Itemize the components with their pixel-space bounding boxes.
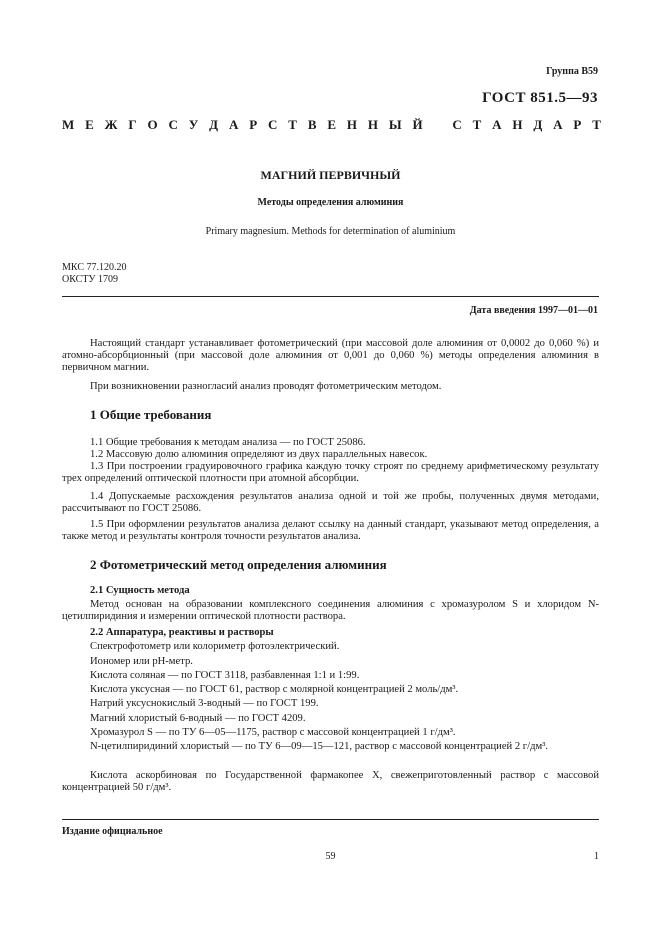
banner-letter: Т [592, 117, 601, 132]
reagent-ascorbic-acid: Кислота аскорбиновая по Государственной фармакопее X, свежеприготовленный раствор с массовой концентрацией 50 г/дм³. [62, 770, 599, 793]
apparatus-line: Спектрофотометр или колориметр фотоэлектрический. [90, 641, 340, 652]
reagent-line: Кислота соляная — по ГОСТ 3118, разбавленная 1:1 и 1:99. [90, 670, 360, 681]
banner-letter: Е [327, 117, 337, 132]
clause-2-1-text: Метод основан на образовании комплексного соединения алюминия с хромазуролом S и хлоридом N-цетилпиридиния и измерении оптической плотности раствора. [62, 599, 599, 622]
mks-code: МКС 77.120.20 [62, 262, 127, 273]
banner-letter: А [228, 117, 239, 132]
apparatus-line: Иономер или pH-метр. [90, 656, 193, 667]
interstate-standard-banner [62, 117, 601, 133]
banner-letter: В [307, 117, 317, 132]
clause-2-1-heading: 2.1 Сущность метода [90, 585, 190, 596]
banner-letter: Г [128, 117, 137, 132]
banner-letter: У [188, 117, 199, 132]
document-title: МАГНИЙ ПЕРВИЧНЫЙ [260, 168, 401, 182]
banner-letter: Н [367, 117, 378, 132]
banner-letter: А [492, 117, 502, 132]
clause-2-2-heading: 2.2 Аппаратура, реактивы и растворы [90, 627, 274, 638]
clause-1-2: 1.2 Массовую долю алюминия определяют из двух параллельных навесок. [90, 449, 428, 460]
banner-letter: Т [472, 117, 482, 132]
banner-letter: С [452, 117, 462, 132]
banner-letter: О [147, 117, 158, 132]
banner-letter: Д [209, 117, 219, 132]
document-subtitle: Методы определения алюминия [257, 197, 404, 208]
banner-letter: С [168, 117, 178, 132]
banner-letter: Ы [388, 117, 402, 132]
clause-1-1: 1.1 Общие требования к методам анализа — по ГОСТ 25086. [90, 437, 366, 448]
gost-number: ГОСТ 851.5—93 [482, 90, 598, 106]
reagent-cetylpyridinium: N-цетилпиридиний хлористый — по ТУ 6—09—15—121, раствор с массовой концентрацией 2 г/дм³. [90, 741, 549, 752]
banner-letter: Е [85, 117, 94, 132]
divider [62, 296, 599, 297]
official-edition-label: Издание официальное [62, 826, 163, 837]
section-1-heading: 1 Общие требования [90, 407, 212, 422]
group-code: Группа В59 [546, 66, 598, 77]
page-number-right: 1 [594, 851, 599, 862]
banner-letter: С [268, 117, 278, 132]
section-2-heading: 2 Фотометрический метод определения алюминия [90, 557, 387, 572]
intro-paragraph-dispute: При возникновении разногласий анализ проводят фотометрическим методом. [90, 381, 442, 392]
page-number-center: 59 [325, 851, 336, 862]
reagent-line: Магний хлористый 6-водный — по ГОСТ 4209. [90, 713, 306, 724]
reagent-line: Хромазурол S — по ТУ 6—05—1175, раствор с массовой концентрацией 1 г/дм³. [90, 727, 456, 738]
banner-letter: Н [346, 117, 358, 132]
introduction-date: Дата введения 1997—01—01 [469, 305, 598, 316]
footer-divider [62, 819, 599, 820]
banner-letter: Р [249, 117, 258, 132]
reagent-line: Кислота уксусная — по ГОСТ 61, раствор с молярной концентрацией 2 моль/дм³. [90, 684, 459, 695]
intro-paragraph: Настоящий стандарт устанавливает фотометрический (при массовой доле алюминия от 0,0002 до 0,060 %) и атомно-абсорбционный (при массовой доле алюминия от 0,001 до 0,060 %) методы определения алюминия в первичном магнии. [62, 338, 599, 373]
clause-1-5: 1.5 При оформлении результатов анализа делают ссылку на данный стандарт, указывают метод определения, а также метод и результаты контроля точности результатов анализа. [62, 519, 599, 542]
banner-letter: А [553, 117, 563, 132]
banner-letter: Д [533, 117, 543, 132]
banner-letter: М [62, 117, 75, 132]
reagent-line: Натрий уксуснокислый 3-водный — по ГОСТ 199. [90, 698, 319, 709]
banner-letter: Н [512, 117, 523, 132]
banner-letter: Ж [104, 117, 118, 132]
okstu-code: ОКСТУ 1709 [62, 274, 119, 285]
clause-1-4: 1.4 Допускаемые расхождения результатов анализа одной и той же пробы, полученных двумя методами, рассчитывают по ГОСТ 25086. [62, 491, 599, 514]
english-title: Primary magnesium. Methods for determination of aluminium [205, 226, 456, 237]
banner-letter: Й [412, 117, 423, 132]
banner-letter: Р [573, 117, 582, 132]
clause-1-3: 1.3 При построении градуировочного графика каждую точку строят по среднему арифметическому результату трех определений оптической плотности при атомной абсорбции. [62, 461, 599, 484]
banner-letter: Т [288, 117, 297, 132]
banner-word-gap [433, 117, 441, 133]
